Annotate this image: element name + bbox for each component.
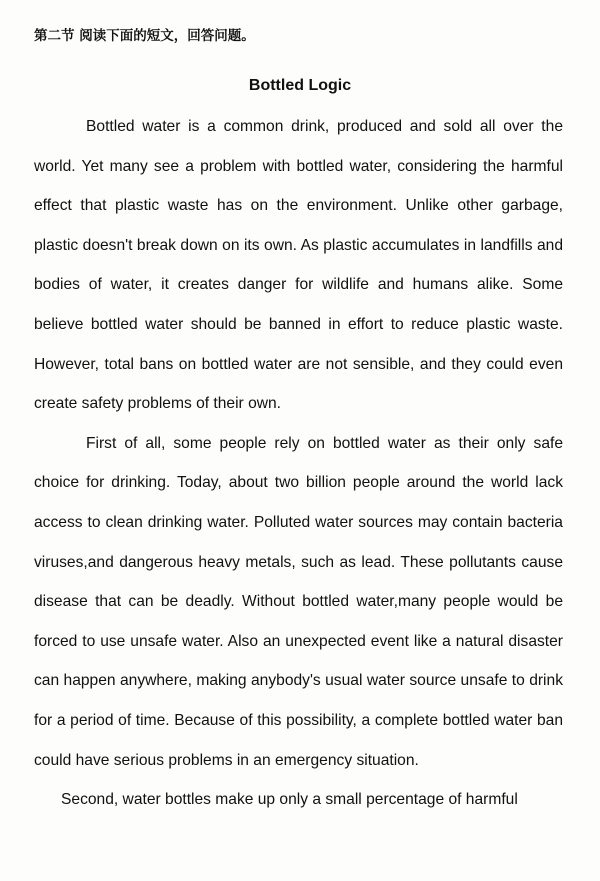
section-heading: 第二节 阅读下面的短文，回答问题。 (34, 28, 255, 44)
paragraph-1: Bottled water is a common drink, produced and sold all over the world. Yet many see a problem with bottled water, considering the harmful effect that plastic waste has on the environment. Unlike other garbage, plastic doesn't break down on its own. As plastic accumulates in landfills and bodies of water, it creates danger for wildlife and humans alike. Some believe bottled water should be banned in effort to reduce plastic waste. However, total bans on bottled water are not sensible, and they could even create safety problems of their own. (34, 118, 563, 413)
passage-title: Bottled Logic (248, 77, 352, 94)
passage-body (34, 107, 563, 820)
paragraph-2: First of all, some people rely on bottled water as their only safe choice for drinking. Today, about two billion people around the world lack access to clean drinking water. Polluted water sources may contain bacteria viruses,and dangerous heavy metals, such as lead. These pollutants cause disease that can be deadly. Without bottled water,many people would be forced to use unsafe water. Also an unexpected event like a natural disaster can happen anywhere, making anybody's usual water source unsafe to drink for a period of time. Because of this possibility, a complete bottled water ban could have serious problems in an emergency situation. (34, 434, 563, 769)
paragraph-3: Second, water bottles make up only a small percentage of harmful (61, 791, 518, 809)
